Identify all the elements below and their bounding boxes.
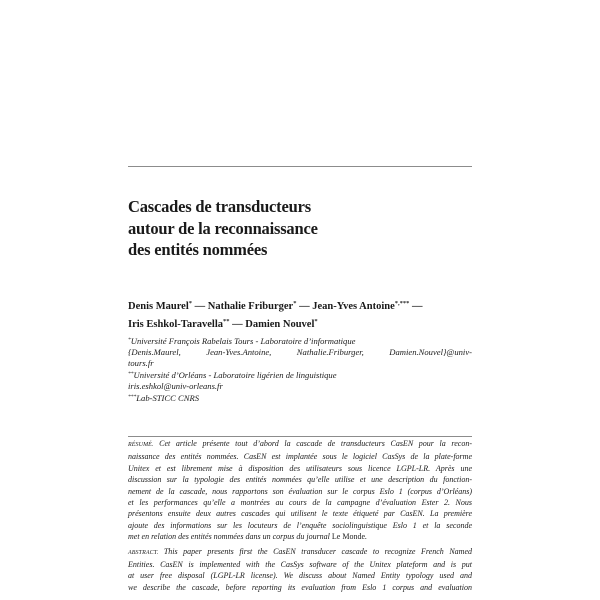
author-separator: — bbox=[229, 319, 246, 330]
affiliation-1 bbox=[128, 335, 472, 347]
affiliation-name: Lab-STICC CNRS bbox=[136, 393, 200, 403]
author-separator: — bbox=[409, 301, 423, 312]
affiliation-mark: *** bbox=[128, 394, 137, 400]
resume-line: discussion sur la typologie des entités nommées qu’elle utilise et une description du fonction- bbox=[128, 475, 472, 485]
resume-line: ajoute des informations sur les locuteurs de l’enquête sociolinguistique Eslo 1 et la seconde bbox=[128, 520, 472, 530]
author-name: Nathalie Friburger bbox=[207, 301, 294, 312]
author-list bbox=[128, 296, 478, 332]
author-separator: — bbox=[296, 301, 313, 312]
resume-label: RÉSUMÉ. bbox=[128, 442, 154, 448]
affiliation-name: Université d’Orléans - Laboratoire ligérien de linguistique bbox=[133, 370, 337, 380]
resume-line: présentons ensuite deux autres cascades qui utilisent le texte étiqueté par CasEN. La première bbox=[128, 509, 472, 519]
title-line: des entités nommées bbox=[128, 240, 268, 259]
affiliation-mark: ** bbox=[223, 318, 230, 325]
abstract-rule bbox=[128, 436, 472, 437]
affiliation-mark: * bbox=[293, 300, 297, 307]
header-rule bbox=[128, 166, 472, 167]
paper-title bbox=[128, 196, 468, 261]
author-name: Damien Nouvel bbox=[245, 319, 315, 330]
abstract-block bbox=[128, 438, 472, 593]
author-line-1 bbox=[128, 296, 478, 314]
journal-name: Le Monde bbox=[331, 532, 366, 542]
affiliation-mark: ** bbox=[128, 371, 134, 377]
abstract-line: ABSTRACT. This paper presents first the CasEN transducer cascade to recognize French Named bbox=[128, 546, 472, 556]
author-name: Iris Eshkol-Taravella bbox=[128, 319, 224, 330]
author-separator: — bbox=[192, 301, 208, 312]
title-line: Cascades de transducteurs bbox=[128, 197, 311, 216]
affiliation-email: {Denis.Maurel, Jean-Yves.Antoine, Nathalie.Friburger, Damien.Nouvel}@univ- bbox=[128, 347, 472, 357]
affiliation-email: tours.fr bbox=[128, 358, 154, 368]
affiliation-2 bbox=[128, 369, 472, 381]
resume-line: naissance des entités nommées. CasEN est implantée sous le logiciel CasSys de la plate-forme bbox=[128, 452, 472, 462]
abstract-line: at user free disposal (LGPL-LR license). We discuss about Named Entity typology used and bbox=[128, 571, 472, 581]
abstract-line: we describe the cascade, before reporting its evaluation from Eslo 1 corpus and evaluation bbox=[128, 582, 472, 592]
affiliation-email: iris.eshkol@univ-orleans.fr bbox=[128, 381, 223, 391]
resume-line: nement de la cascade, nous rapportons son évaluation sur le corpus Eslo 1 (corpus d’Orléans) bbox=[128, 486, 472, 496]
affiliation-3 bbox=[128, 392, 472, 404]
affiliation-mark: *,*** bbox=[394, 300, 410, 307]
title-line: autour de la reconnaissance bbox=[128, 218, 318, 238]
resume-line: RÉSUMÉ. Cet article présente tout d’abord la cascade de transducteurs CasEN pour la recon- bbox=[128, 439, 472, 448]
author-line-2 bbox=[128, 314, 478, 332]
resume-line: met en relation des entités nommées dans un corpus du journal Le Monde. bbox=[128, 532, 368, 542]
affiliation-mark: * bbox=[188, 300, 193, 307]
abstract-label: ABSTRACT. bbox=[128, 549, 159, 556]
abstract-line: Entities. CasEN is implemented with the CasSys software of the Unitex plateform and is put bbox=[128, 560, 472, 570]
affiliation-mark: * bbox=[314, 318, 318, 325]
resume-line: Unitex et est librement mise à disposition des utilisateurs sous licence LGPL-LR. Après une bbox=[128, 463, 472, 473]
affiliations bbox=[128, 335, 472, 404]
author-name: Jean-Yves Antoine bbox=[312, 301, 395, 312]
affiliation-name: Université François Rabelais Tours - Laboratoire d’informatique bbox=[130, 336, 356, 346]
affiliation-mark: * bbox=[128, 337, 131, 343]
author-name: Denis Maurel bbox=[128, 301, 189, 312]
resume-line: et les performances qu’elle a montrées au cours de la campagne d’évaluation Ester 2. Nous bbox=[128, 498, 472, 508]
